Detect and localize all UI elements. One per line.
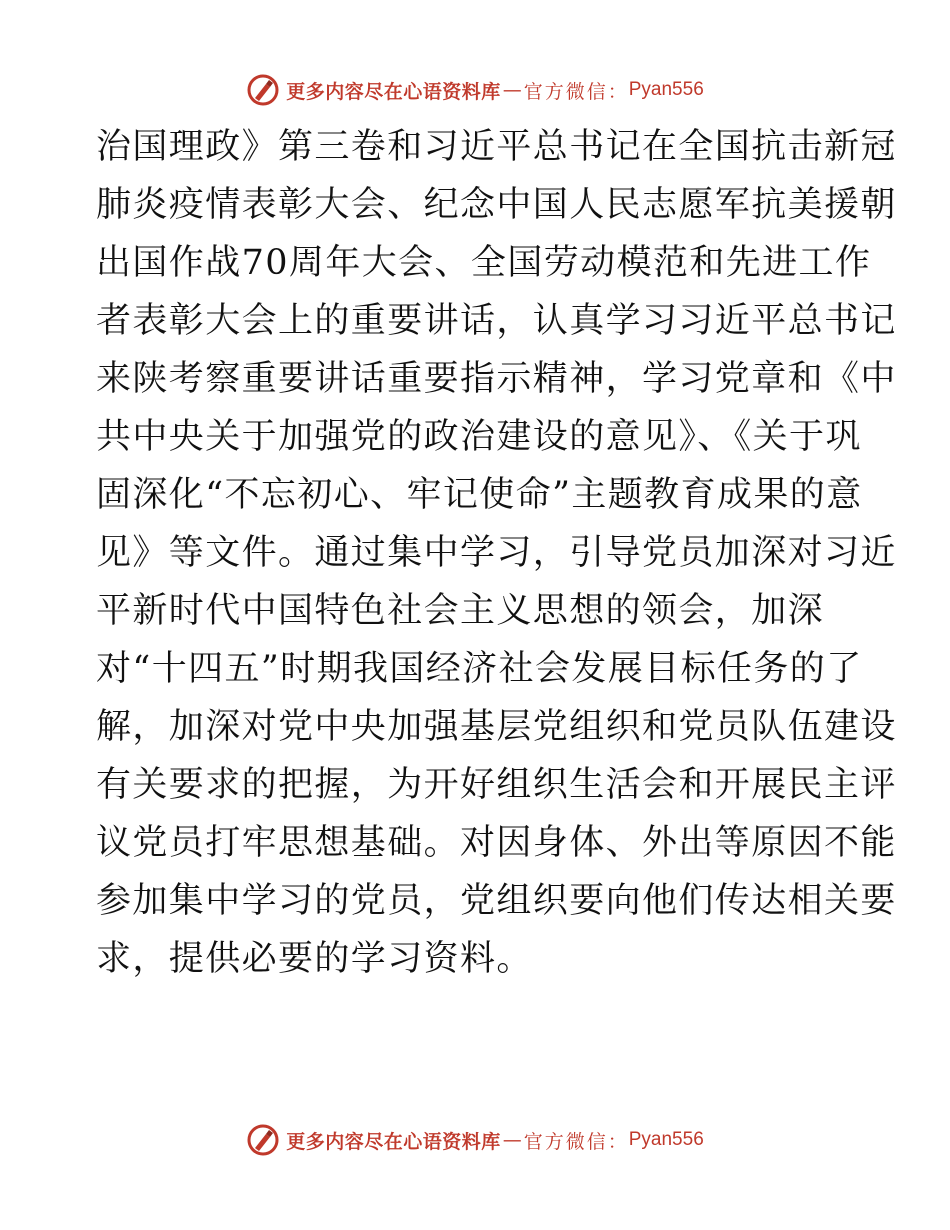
header-banner <box>0 70 950 110</box>
text-line: 出国作战70周年大会、全国劳动模范和先进工作 <box>96 243 872 283</box>
text-line: 共中央关于加强党的政治建设的意见》、《关于巩 <box>96 417 862 457</box>
text-line: 参加集中学习的党员，党组织要向他们传达相关要 <box>96 881 897 921</box>
text-line: 固深化“不忘初心、牢记使命”主题教育成果的意 <box>96 475 863 515</box>
text-line: 有关要求的把握，为开好组织生活会和开展民主评 <box>96 765 897 805</box>
banner-wechat-label: 官方微信： <box>523 1130 629 1153</box>
banner-wechat-id: Pyan556 <box>628 79 704 100</box>
text-line: 见》等文件。通过集中学习，引导党员加深对习近 <box>96 533 897 573</box>
banner-dash: — <box>502 1129 522 1151</box>
text-line: 解，加深对党中央加强基层党组织和党员队伍建设 <box>96 707 897 747</box>
text-line: 平新时代中国特色社会主义思想的领会，加深 <box>96 591 825 631</box>
banner-slogan: 更多内容尽在心语资料库 <box>286 1130 501 1153</box>
pen-logo-icon <box>246 73 280 107</box>
banner-slogan: 更多内容尽在心语资料库 <box>286 80 501 103</box>
text-line: 议党员打牢思想基础。对因身体、外出等原因不能 <box>96 823 897 863</box>
banner-wechat-label: 官方微信： <box>523 80 629 103</box>
pen-logo-icon <box>246 1123 280 1157</box>
text-line: 者表彰大会上的重要讲话，认真学习习近平总书记 <box>96 301 897 341</box>
text-line: 肺炎疫情表彰大会、纪念中国人民志愿军抗美援朝 <box>96 185 897 225</box>
text-line: 求，提供必要的学习资料。 <box>96 939 533 979</box>
body-paragraph <box>96 118 897 988</box>
text-line: 对“十四五”时期我国经济社会发展目标任务的了 <box>96 649 863 689</box>
footer-banner <box>0 1120 950 1160</box>
text-line: 治国理政》第三卷和习近平总书记在全国抗击新冠 <box>96 127 897 167</box>
banner-dash: — <box>502 79 522 101</box>
text-line: 来陕考察重要讲话重要指示精神，学习党章和《中 <box>96 359 897 399</box>
banner-wechat-id: Pyan556 <box>628 1129 704 1150</box>
